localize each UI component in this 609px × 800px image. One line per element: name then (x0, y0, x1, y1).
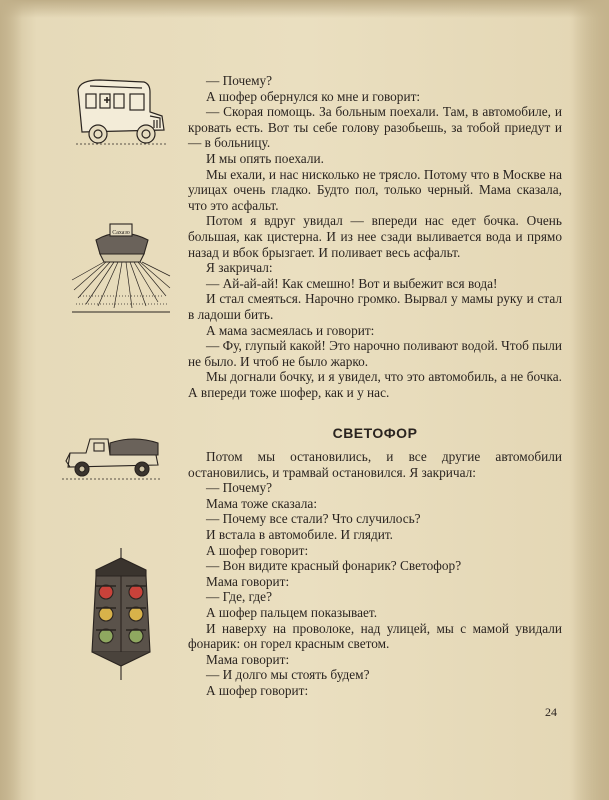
paragraph: — Скорая помощь. За больным поехали. Там, в автомобиле, и кровать есть. Вот ты себе голову разобьешь, за тобой приедут и — в больницу. (188, 104, 562, 151)
paragraph: — Вон видите красный фонарик? Светофор? (206, 558, 462, 574)
paragraph: Мама тоже сказала: (206, 495, 318, 511)
paragraph: — И долго мы стоять будем? (206, 667, 370, 683)
paragraph: — Ай-ай-ай! Как смешно! Вот и выбежит вся вода! (206, 275, 498, 291)
page-edge-top (0, 0, 609, 18)
paragraph: Потом я вдруг увидал — впереди нас едет бочка. Очень большая, как цистерна. И из нее сзади выливается вода и прямо назад и вбок брызгает. И поливает весь асфальт. (188, 213, 562, 260)
paragraph: Потом мы остановились, и все другие автомобили остановились, и трамвай остановился. Я закричал: (188, 449, 562, 480)
tanker-truck-illustration (60, 425, 165, 487)
paragraph: А шофер говорит: (206, 682, 309, 698)
paragraph: И встала в автомобиле. И глядит. (206, 526, 393, 542)
paragraph: И стал смеяться. Нарочно громко. Вырвал у мамы руку и стал в ладоши бить. (188, 291, 562, 322)
paragraph: — Фу, глупый какой! Это нарочно поливают водой. Чтоб пыли не было. И чтоб не было жарко. (188, 338, 562, 369)
story-text-top (188, 73, 562, 400)
paragraph: — Почему? (206, 480, 273, 496)
paragraph: И наверху на проволоке, над улицей, мы с мамой увидали фонарик: он горел красным светом. (188, 620, 562, 652)
paragraph: Я закричал: (206, 260, 273, 276)
paragraph: Мы догнали бочку, и я увидел, что это автомобиль, а не бочка. А впереди тоже шофер, как и у нас. (188, 369, 562, 400)
paragraph: И мы опять поехали. (206, 150, 324, 166)
paragraph: А шофер обернулся ко мне и говорит: (206, 88, 421, 104)
paragraph: А шофер пальцем показывает. (206, 604, 378, 620)
traffic-light-illustration (82, 548, 160, 686)
paragraph: — Почему? (206, 73, 273, 88)
water-truck-illustration (70, 218, 172, 316)
paragraph: А мама засмеялась и говорит: (206, 322, 375, 338)
paragraph: А шофер говорит: (206, 542, 309, 558)
ambulance-illustration (70, 72, 168, 152)
tanker-label: Сахазо (112, 230, 130, 236)
story-text-bottom (188, 449, 562, 699)
page-edge-right (569, 0, 609, 800)
chapter-heading: СВЕТОФОР (332, 425, 418, 441)
paragraph: Мама говорит: (206, 651, 290, 667)
paragraph: — Где, где? (206, 589, 272, 605)
paragraph: Мама говорит: (206, 573, 290, 589)
paragraph: — Почему все стали? Что случилось? (206, 511, 421, 527)
paragraph: Мы ехали, и нас нисколько не трясло. Потому что в Москве на улицах очень гладко. Будто пол, только черный. Мама сказала, что это асфальт. (188, 166, 562, 213)
page-number: 24 (545, 705, 557, 719)
page-edge-left (0, 0, 22, 800)
